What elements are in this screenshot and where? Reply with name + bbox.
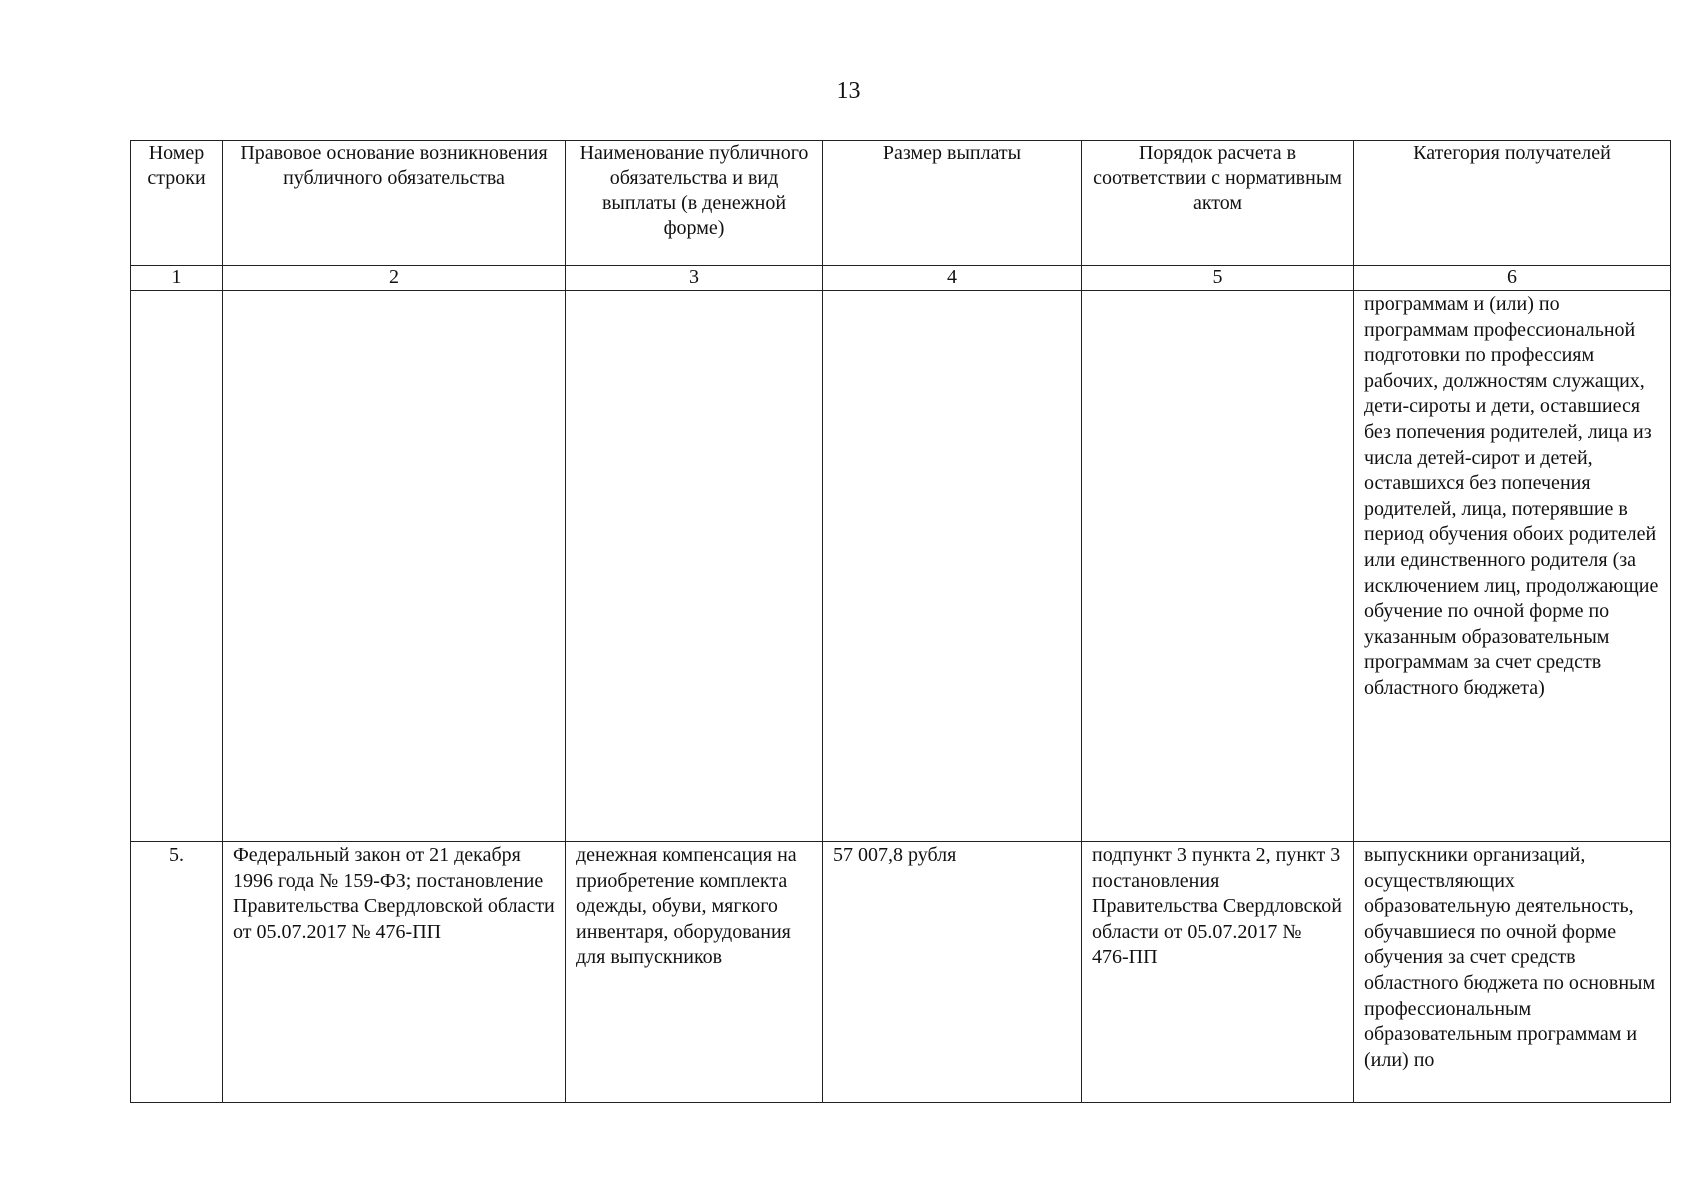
public-obligations-table [130,140,1671,1103]
cell-recipient-category: программам и (или) по программам профессиональной подготовки по профессиям рабочих, должностям служащих, дети-сироты и дети, оставшиеся без попечения родителей, лица из числа детей-сирот и детей, оставшихся без попечения родителей, лица, потерявшие в период обучения обоих родителей или единственного родителя (за исключением лиц, продолжающие обучение по очной форме по указанным образовательным программам за счет средств областного бюджета) [1354,291,1671,842]
cell-row-number: 5. [131,842,223,1103]
cell-payment-amount: 57 007,8 рубля [823,842,1082,1103]
cell-legal-basis: Федеральный закон от 21 декабря 1996 года № 159-ФЗ; постановление Правительства Свердловской области от 05.07.2017 № 476-ПП [223,842,566,1103]
cell-row-number [131,291,223,842]
cell-calculation-order: подпункт 3 пункта 2, пункт 3 постановления Правительства Свердловской области от 05.07.2017 № 476-ПП [1082,842,1354,1103]
header-payment-amount: Размер выплаты [823,141,1082,266]
table-row-continuation [131,291,1671,842]
column-number: 6 [1354,266,1671,291]
header-obligation-name: Наименование публичного обязательства и вид выплаты (в денежной форме) [566,141,823,266]
table-row-5 [131,842,1671,1103]
header-row-number: Номер строки [131,141,223,266]
column-number: 4 [823,266,1082,291]
cell-recipient-category: выпускники организаций, осуществляющих образовательную деятельность, обучавшиеся по очной форме обучения за счет средств областного бюджета по основным профессиональным образовательным программам и (или) по [1354,842,1671,1103]
cell-obligation-name [566,291,823,842]
header-legal-basis: Правовое основание возникновения публичного обязательства [223,141,566,266]
column-number: 1 [131,266,223,291]
table-header-row [131,141,1671,266]
column-number-row [131,266,1671,291]
cell-legal-basis [223,291,566,842]
header-calculation-order: Порядок расчета в соответствии с нормативным актом [1082,141,1354,266]
cell-obligation-name: денежная компенсация на приобретение комплекта одежды, обуви, мягкого инвентаря, оборудования для выпускников [566,842,823,1103]
column-number: 5 [1082,266,1354,291]
column-number: 3 [566,266,823,291]
cell-payment-amount [823,291,1082,842]
column-number: 2 [223,266,566,291]
page-number: 13 [836,78,861,104]
header-recipient-category: Категория получателей [1354,141,1671,266]
cell-calculation-order [1082,291,1354,842]
